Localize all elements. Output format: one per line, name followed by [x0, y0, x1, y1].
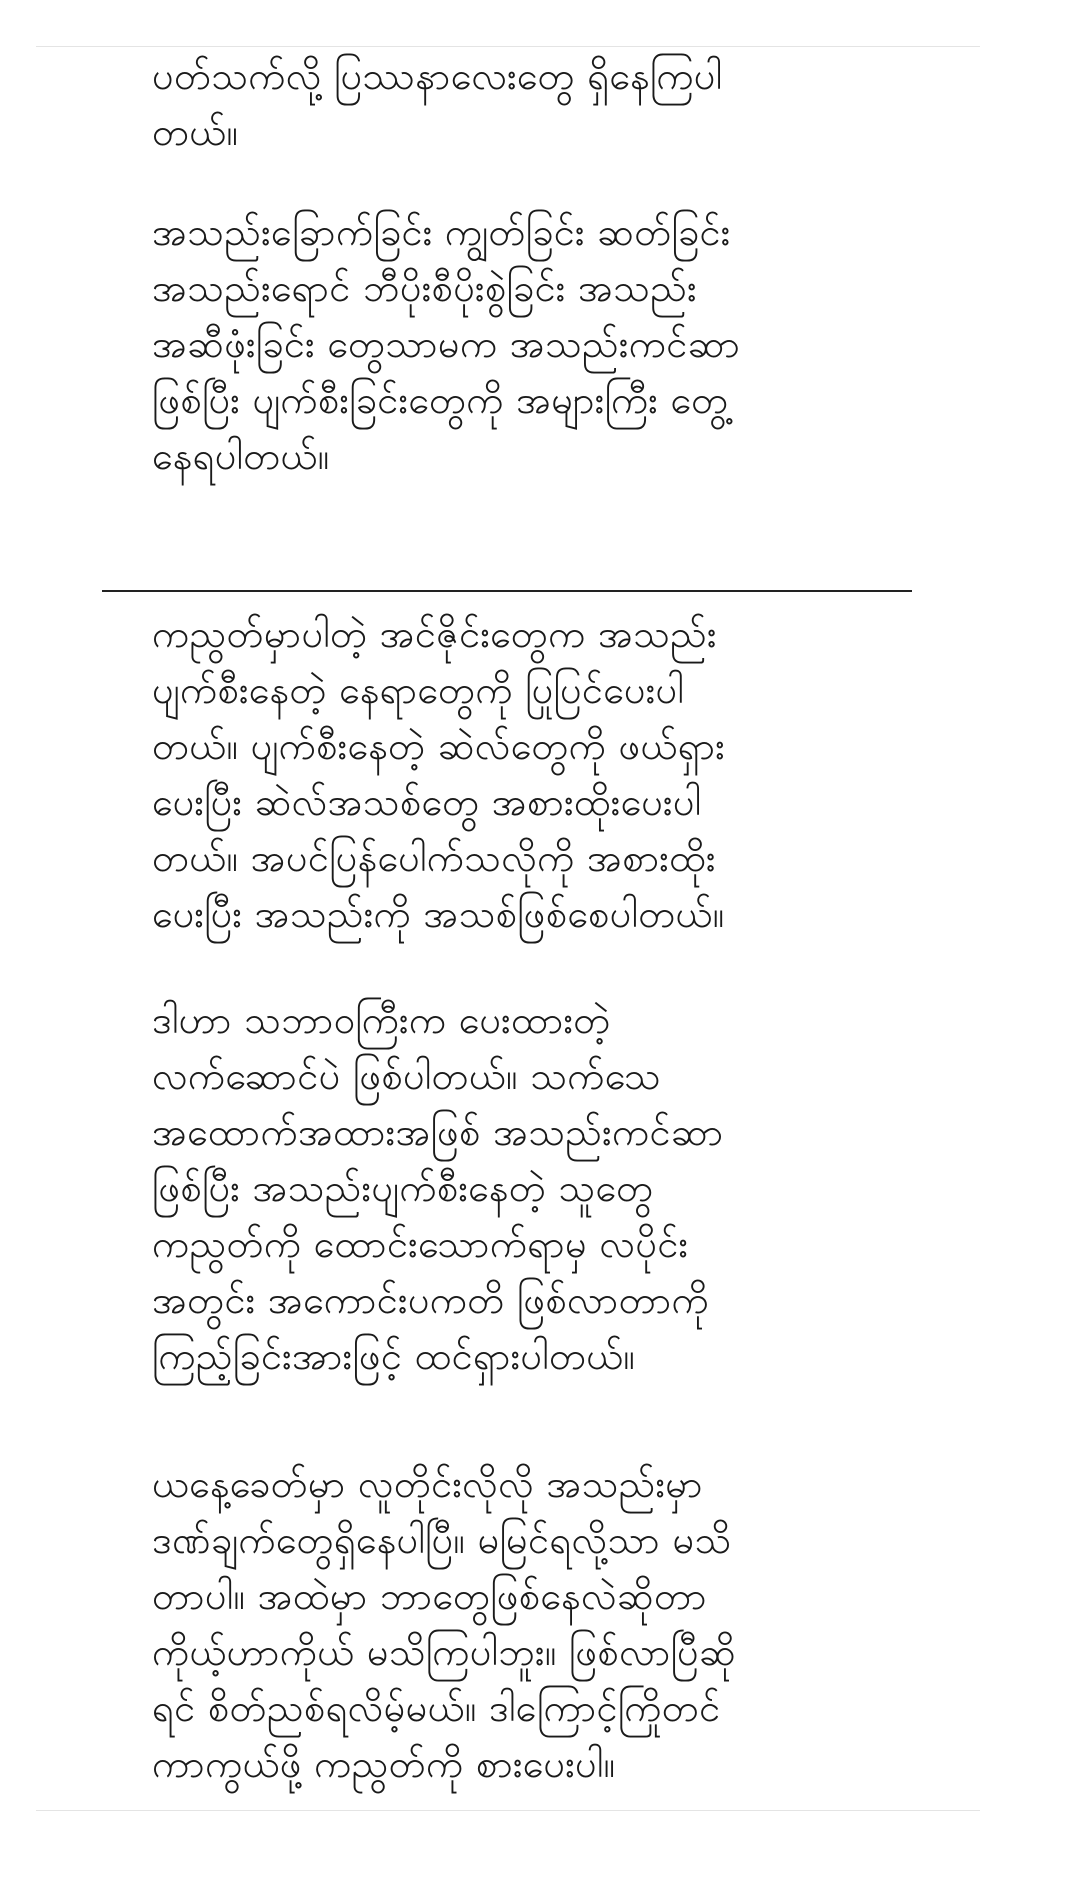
paragraph-line: အဆီဖုံးခြင်း တွေသာမက အသည်းကင်ဆာ: [152, 322, 741, 366]
paragraph-line: ဖြစ်ပြီး ပျက်စီးခြင်းတွေကို အများကြီး တွေ့: [152, 378, 729, 422]
paragraph-line: ရင် စိတ်ညစ်ရလိမ့်မယ်။ ဒါကြောင့်ကြိုတင်: [152, 1686, 721, 1730]
paragraph-5: [152, 1456, 952, 1792]
paragraph-line: ကာကွယ်ဖို့ ကညွတ်ကို စားပေးပါ။: [152, 1742, 616, 1786]
paragraph-line: ကြည့်ခြင်းအားဖြင့် ထင်ရှားပါတယ်။: [152, 1334, 636, 1378]
paragraph-line: ပေးပြီး ဆဲလ်အသစ်တွေ အစားထိုးပေးပါ: [152, 780, 702, 824]
paragraph-line: ပေးပြီး အသည်းကို အသစ်ဖြစ်စေပါတယ်။: [152, 892, 725, 936]
paragraph-line: ယနေ့ခေတ်မှာ လူတိုင်းလိုလို အသည်းမှာ: [152, 1462, 703, 1506]
paragraph-line: ကညွတ်ကို ထောင်းသောက်ရာမှ လပိုင်း: [152, 1222, 689, 1266]
section-divider: [102, 590, 912, 592]
paragraph-4: [152, 992, 952, 1384]
paragraph-line: ကညွတ်မှာပါတဲ့ အင်ဇိုင်းတွေက အသည်း: [152, 612, 717, 656]
paragraph-line: ပျက်စီးနေတဲ့ နေရာတွေကို ပြုပြင်ပေးပါ: [152, 668, 685, 712]
paragraph-line: ဖြစ်ပြီး အသည်းပျက်စီးနေတဲ့ သူတွေ: [152, 1166, 654, 1210]
paragraph-line: တယ်။ ပျက်စီးနေတဲ့ ဆဲလ်တွေကို ဖယ်ရှား: [152, 724, 726, 768]
paragraph-3: [152, 606, 952, 942]
paragraph-line: အသည်းခြောက်ခြင်း ကျွတ်ခြင်း ဆတ်ခြင်း: [152, 210, 731, 254]
paragraph-line: အသည်းရောင် ဘီပိုးစီပိုးစွဲခြင်း အသည်း: [152, 266, 697, 310]
paragraph-line: အထောက်အထားအဖြစ် အသည်းကင်ဆာ: [152, 1110, 724, 1154]
paragraph-1: [152, 48, 952, 160]
paragraph-line: ဒါဟာ သဘာဝကြီးက ပေးထားတဲ့: [152, 998, 611, 1042]
paragraph-line: ပတ်သက်လို့ ပြဿနာလေးတွေ ရှိနေကြပါ: [152, 54, 723, 98]
paragraph-line: တယ်။ အပင်ပြန်ပေါက်သလိုကို အစားထိုး: [152, 836, 716, 880]
paragraph-line: လက်ဆောင်ပဲ ဖြစ်ပါတယ်။ သက်သေ: [152, 1054, 661, 1098]
paragraph-line: တယ်။: [152, 110, 239, 154]
paragraph-line: တာပါ။ အထဲမှာ ဘာတွေဖြစ်နေလဲဆိုတာ: [152, 1574, 707, 1618]
paragraph-2: [152, 204, 952, 484]
bottom-edge-divider: [36, 1810, 980, 1811]
paragraph-line: ကိုယ့်ဟာကိုယ် မသိကြပါဘူး။ ဖြစ်လာပြီဆို: [152, 1630, 737, 1674]
paragraph-line: နေရပါတယ်။: [152, 434, 330, 478]
paragraph-line: ဒဏ်ချက်တွေရှိနေပါပြီ။ မမြင်ရလို့သာ မသိ: [152, 1518, 732, 1562]
paragraph-line: အတွင်း အကောင်းပကတိ ဖြစ်လာတာကို: [152, 1278, 709, 1322]
top-edge-divider: [36, 46, 980, 47]
